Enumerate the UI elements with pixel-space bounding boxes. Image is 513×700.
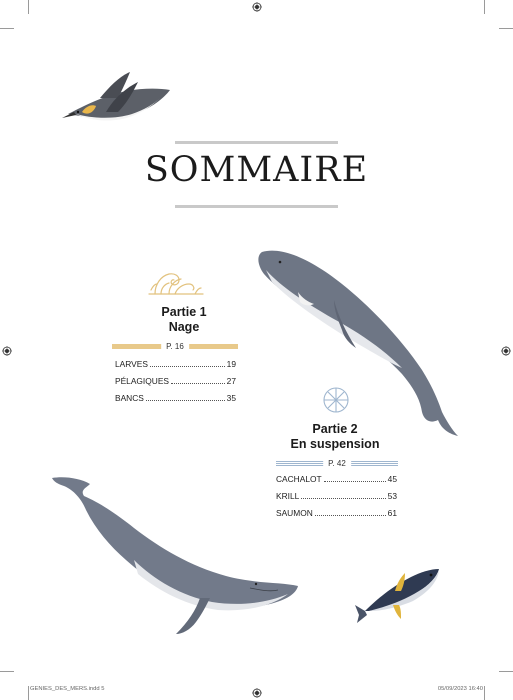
toc-entry-larves[interactable]: LARVES 19 xyxy=(115,359,236,369)
crop-mark xyxy=(499,28,513,29)
part-2-page-bar xyxy=(276,459,398,469)
toc-entry-krill[interactable]: KRILL 53 xyxy=(276,491,397,501)
compass-icon xyxy=(322,386,350,414)
part-1-title xyxy=(115,305,253,335)
page-title: SOMMAIRE xyxy=(144,150,369,190)
crop-mark xyxy=(0,671,14,672)
crop-mark xyxy=(28,0,29,14)
toc-entry-saumon[interactable]: SAUMON 61 xyxy=(276,508,397,518)
wave-icon xyxy=(145,264,207,298)
slug-timestamp: 05/09/2023 16:40 xyxy=(437,686,483,692)
crop-mark xyxy=(0,28,14,29)
slug-file: GENIES_DES_MERS.indd 5 xyxy=(30,686,105,692)
title-rule-bottom xyxy=(175,205,338,208)
part-1-page-bar xyxy=(112,342,238,352)
toc-entry-bancs[interactable]: BANCS 35 xyxy=(115,393,236,403)
part-1-name: Nage xyxy=(168,320,200,334)
toc-entry-cachalot[interactable]: CACHALOT 45 xyxy=(276,474,397,484)
registration-mark-icon xyxy=(501,346,511,356)
part-2-label: Partie 2 xyxy=(312,422,358,436)
part-2-name: En suspension xyxy=(290,437,380,451)
part-1-label: Partie 1 xyxy=(161,305,207,319)
tuna-illustration xyxy=(355,561,441,623)
toc-entry-pelagiques[interactable]: PÉLAGIQUES 27 xyxy=(115,376,236,386)
registration-mark-icon xyxy=(2,346,12,356)
crop-mark xyxy=(499,671,513,672)
part-2-title xyxy=(268,422,402,452)
crop-mark xyxy=(484,686,485,700)
registration-mark-icon xyxy=(252,2,262,12)
part-2-page: P. 42 xyxy=(323,458,351,469)
whale-illustration xyxy=(252,240,464,440)
part-1-entries xyxy=(115,359,236,410)
crop-mark xyxy=(484,0,485,14)
title-rule-top xyxy=(175,141,338,144)
penguin-illustration xyxy=(60,68,175,126)
crop-mark xyxy=(28,686,29,700)
part-1-page: P. 16 xyxy=(161,341,189,352)
registration-mark-icon xyxy=(252,688,262,698)
humpback-illustration xyxy=(50,474,302,636)
